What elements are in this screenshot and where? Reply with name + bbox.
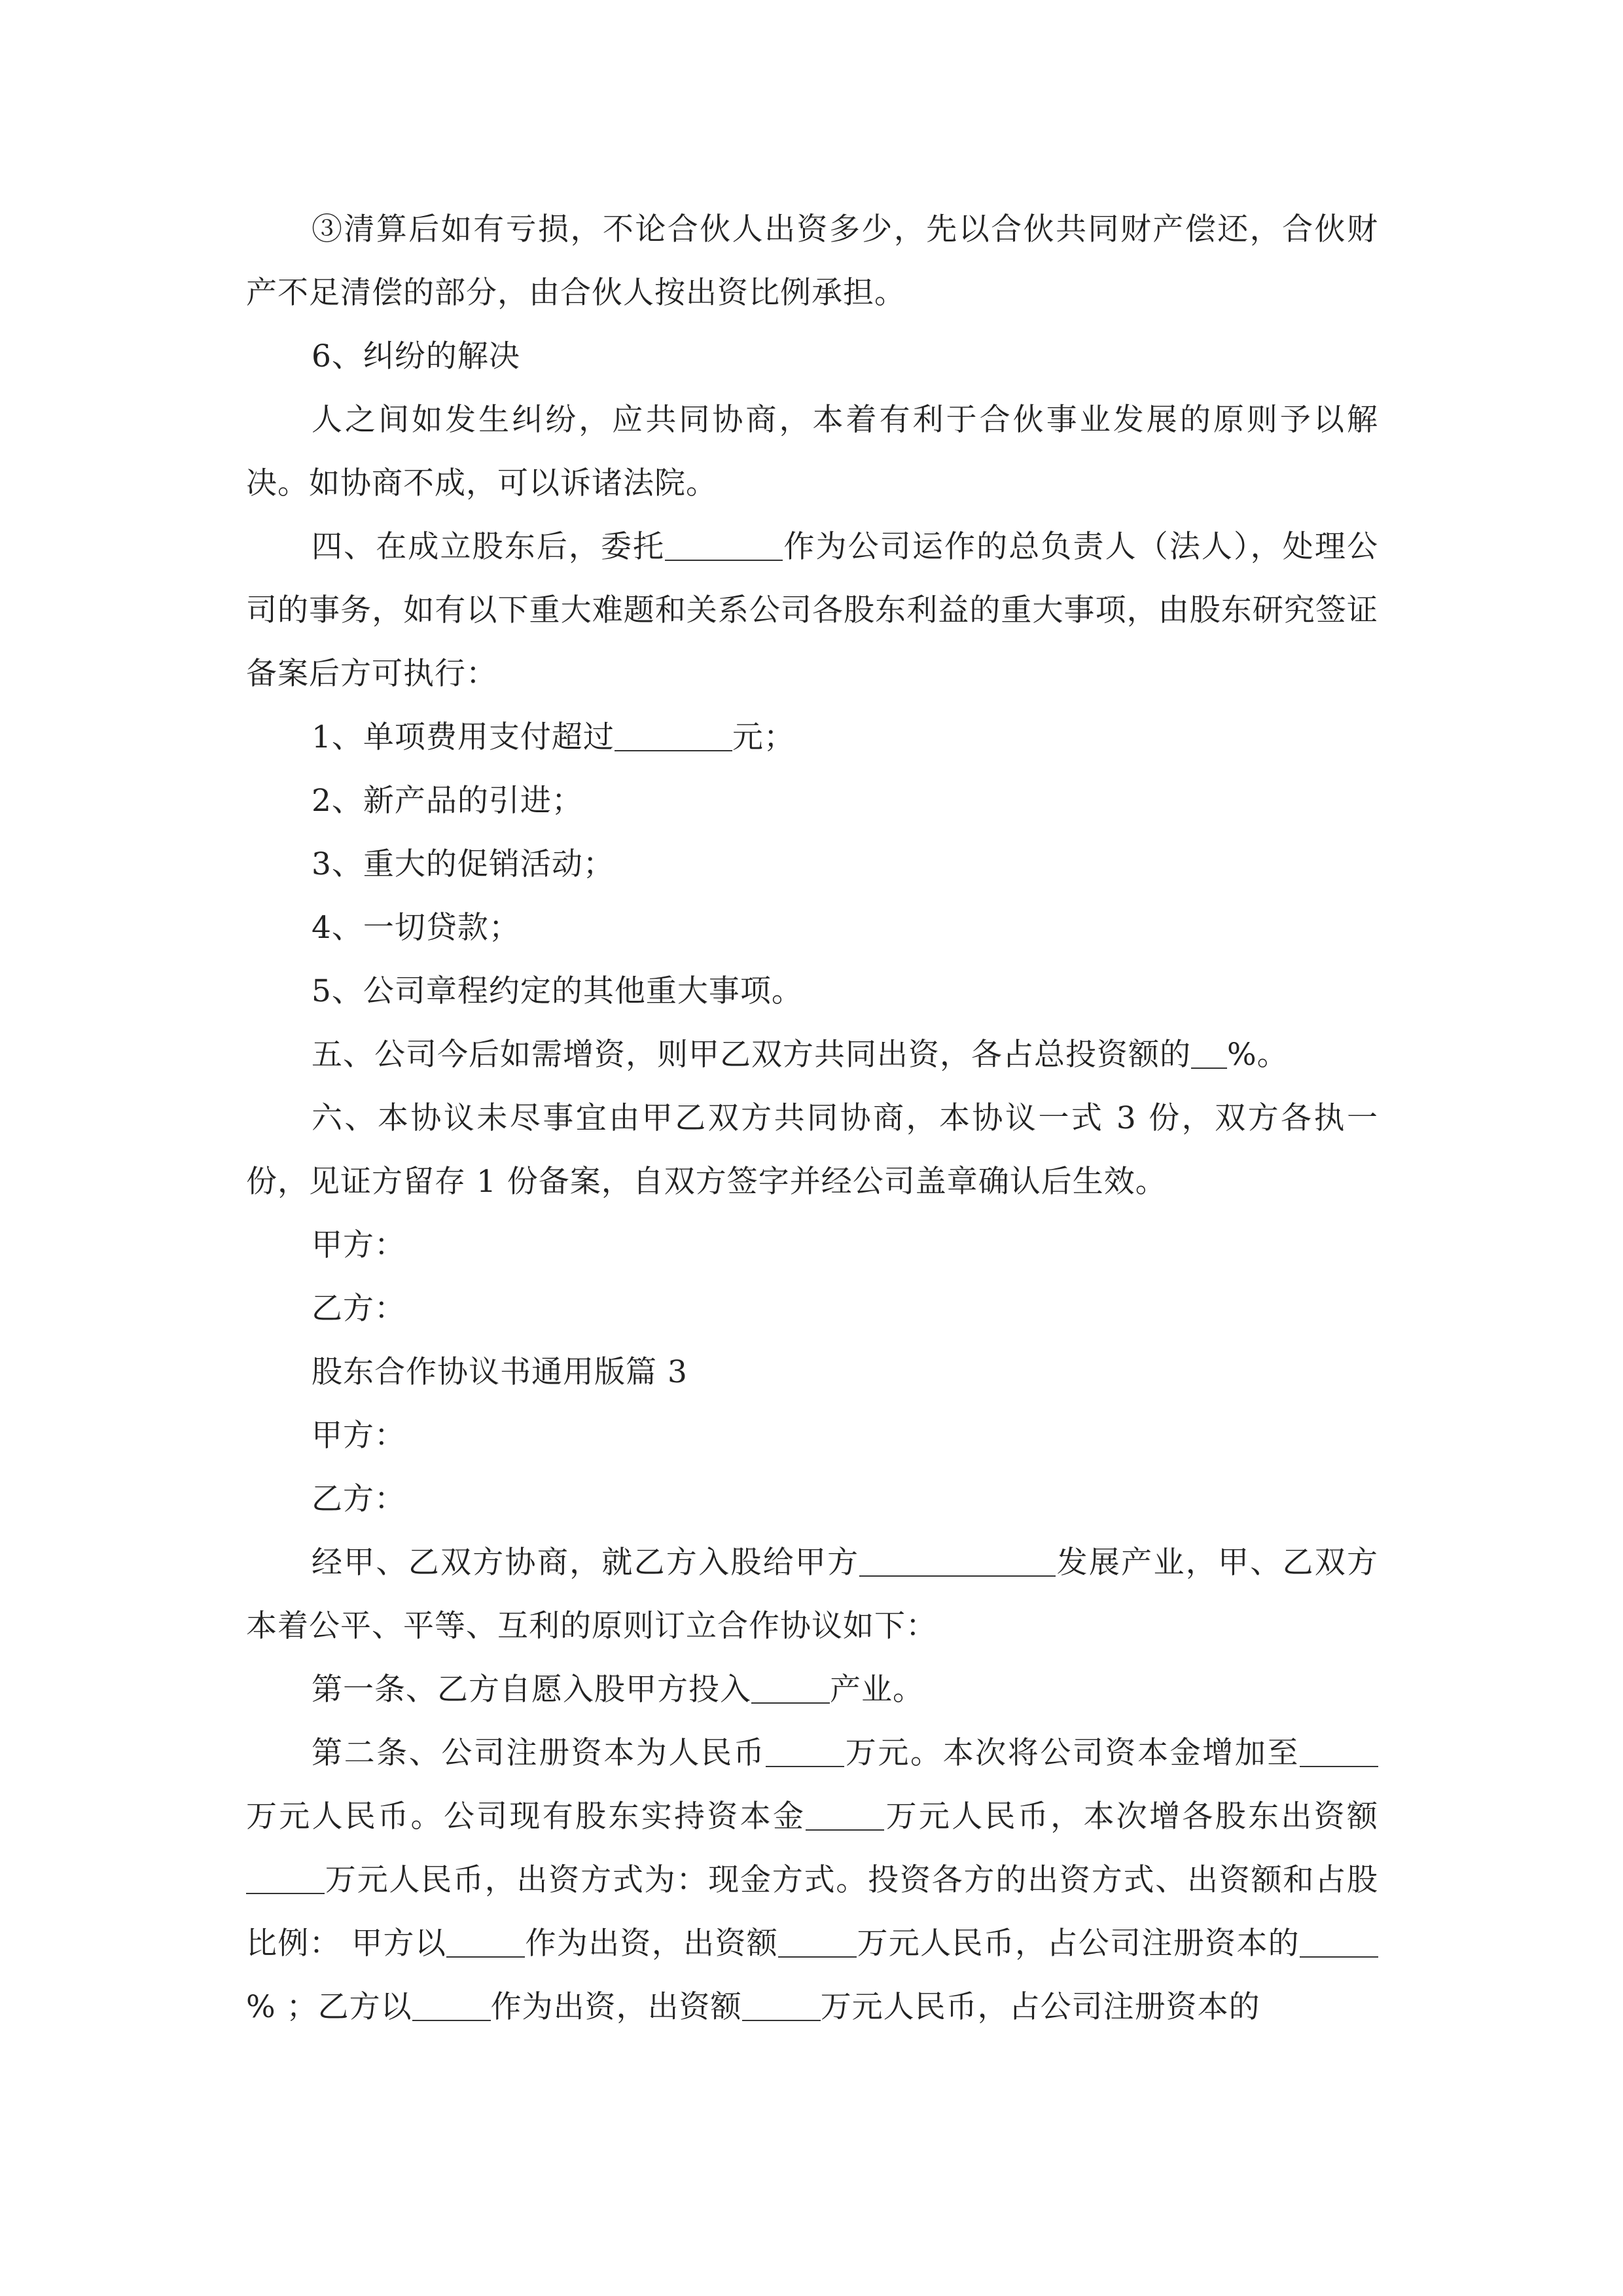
fill-blank <box>1300 1735 1378 1767</box>
paragraph-text: %。 <box>1227 1037 1289 1073</box>
paragraph-text: 第一条、乙方自愿入股甲方投入 <box>312 1672 751 1708</box>
list-item <box>246 896 1378 960</box>
fill-blank <box>412 1989 491 2021</box>
paragraph-text: 万元人民币，占公司注册资本的 <box>820 1989 1260 2025</box>
signature-party-a <box>246 1213 1378 1277</box>
fill-blank <box>806 1799 884 1831</box>
list-item <box>246 769 1378 833</box>
paragraph-text: 5、公司章程约定的其他重大事项。 <box>312 973 803 1009</box>
paragraph-six-effectiveness <box>246 1086 1378 1213</box>
paragraph-text: 第二条、公司注册资本为人民币 <box>312 1735 766 1771</box>
paragraph-text: 万元人民币，本次增各股东出资额 <box>884 1799 1378 1835</box>
list-item <box>246 960 1378 1023</box>
article-two <box>246 1721 1378 2039</box>
paragraph-liquidation-loss <box>246 198 1378 325</box>
fill-blank <box>766 1735 844 1767</box>
paragraph-text: 发展产业，甲、乙双方本着公平、平等、互利的原则订立合作协议如下： <box>246 1545 1378 1644</box>
fill-blank <box>1300 1926 1378 1958</box>
paragraph-text: 6、纠纷的解决 <box>312 338 520 374</box>
fill-blank <box>742 1989 821 2021</box>
paragraph-text: 万元。本次将公司资本金增加至 <box>844 1735 1300 1771</box>
paragraph-text: 3、重大的促销活动； <box>312 846 615 882</box>
party-b-label <box>246 1467 1378 1531</box>
paragraph-text: 甲方： <box>312 1227 406 1263</box>
fill-blank <box>246 1862 325 1894</box>
signature-party-b <box>246 1277 1378 1340</box>
paragraph-text: 万元人民币。公司现有股东实持资本金 <box>246 1799 806 1835</box>
heading-dispute-resolution <box>246 325 1378 388</box>
paragraph-text: 万元人民币，出资方式为：现金方式。投资各方的出资方式、出资额和占股比例： 甲方以 <box>246 1862 1378 1962</box>
paragraph-text: 1、单项费用支付超过 <box>312 719 615 755</box>
fill-blank <box>665 529 783 561</box>
paragraph-dispute <box>246 388 1378 515</box>
paragraph-text: ③清算后如有亏损，不论合伙人出资多少，先以合伙共同财产偿还，合伙财产不足清偿的部分，由合伙人按出资比例承担。 <box>246 211 1378 311</box>
paragraph-preamble <box>246 1531 1378 1658</box>
paragraph-text: 万元人民币，占公司注册资本的 <box>857 1926 1300 1962</box>
paragraph-text: 作为公司运作的总负责人（法人），处理公司的事务，如有以下重大难题和关系公司各股东利益的重大事项，由股东研究签证备案后方可执行： <box>246 529 1379 692</box>
fill-blank <box>859 1545 1056 1577</box>
paragraph-text: 元； <box>732 719 795 755</box>
paragraph-text: 产业。 <box>830 1672 924 1708</box>
paragraph-text: 作为出资，出资额 <box>525 1926 779 1962</box>
paragraph-text: 五、公司今后如需增资，则甲乙双方共同出资，各占总投资额的 <box>312 1037 1191 1073</box>
fill-blank <box>615 719 732 751</box>
paragraph-text: 乙方： <box>312 1291 406 1327</box>
paragraph-text: 2、新产品的引进； <box>312 783 583 819</box>
paragraph-text: 4、一切贷款； <box>312 910 520 946</box>
fill-blank <box>1191 1037 1227 1069</box>
section-title <box>246 1340 1378 1404</box>
paragraph-five-capital-increase <box>246 1023 1378 1086</box>
paragraph-text: 四、在成立股东后，委托 <box>312 529 666 565</box>
paragraph-text: 甲方： <box>312 1418 406 1454</box>
paragraph-four-delegation <box>246 515 1378 706</box>
paragraph-text: 经甲、乙双方协商，就乙方入股给甲方 <box>312 1545 860 1581</box>
paragraph-text: % ；乙方以 <box>246 1989 412 2025</box>
paragraph-text: 六、本协议未尽事宜由甲乙双方共同协商，本协议一式 3 份，双方各执一份，见证方留存 1 份备案，自双方签字并经公司盖章确认后生效。 <box>246 1100 1378 1200</box>
party-a-label <box>246 1404 1378 1467</box>
paragraph-text: 乙方： <box>312 1481 406 1517</box>
paragraph-text: 股东合作协议书通用版篇 3 <box>312 1354 688 1390</box>
fill-blank <box>751 1672 830 1704</box>
fill-blank <box>446 1926 525 1958</box>
article-one <box>246 1658 1378 1721</box>
document-body <box>246 198 1378 2039</box>
paragraph-text: 作为出资，出资额 <box>490 1989 742 2025</box>
fill-blank <box>778 1926 857 1958</box>
list-item <box>246 833 1378 896</box>
list-item <box>246 706 1378 769</box>
paragraph-text: 人之间如发生纠纷，应共同协商，本着有利于合伙事业发展的原则予以解决。如协商不成，可以诉诸法院。 <box>246 402 1378 501</box>
